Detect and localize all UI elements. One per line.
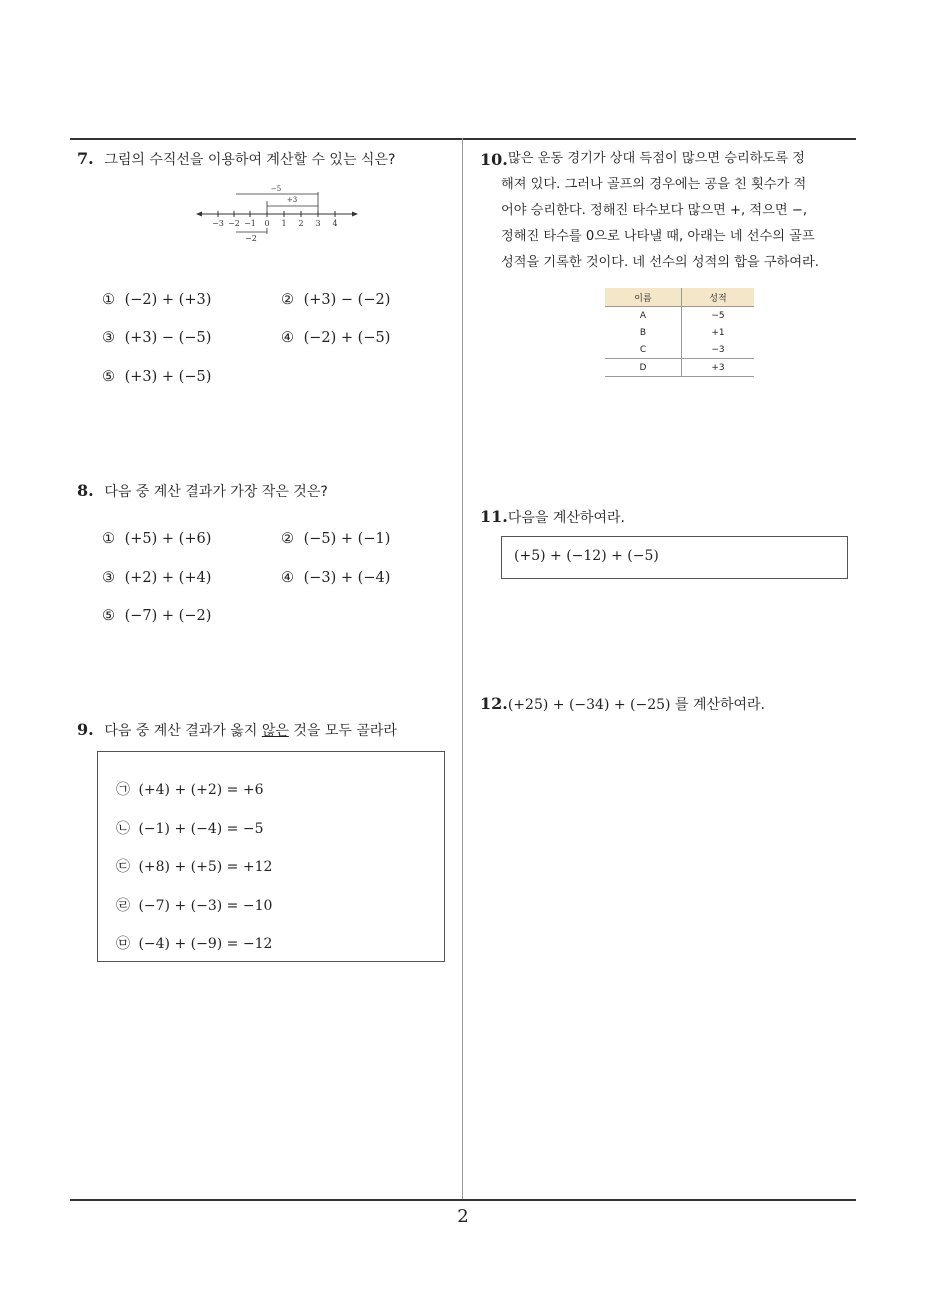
option-expr: (−7) + (−2) (124, 608, 212, 624)
question-8 (77, 478, 328, 505)
q9-statement-5 (116, 933, 272, 953)
number-line-figure (194, 182, 364, 244)
statement-expr: (−4) + (−9) = −12 (138, 936, 273, 952)
statement-mark: ㉣ (116, 898, 130, 914)
q9-statement-2 (116, 818, 263, 838)
q9-statement-1 (116, 779, 263, 799)
question-12-number: 12. (480, 694, 508, 713)
statement-mark: ㉤ (116, 936, 130, 952)
option-expr: (+2) + (+4) (124, 570, 212, 586)
option-mark: ② (281, 531, 294, 547)
question-8-stem: 다음 중 계산 결과가 가장 작은 것은? (104, 484, 328, 500)
q8-option-4[interactable] (281, 570, 390, 586)
statement-mark: ㉠ (116, 782, 130, 798)
table-header: 이름 (605, 288, 682, 307)
question-9-number: 9. (77, 720, 94, 739)
stem-line: 성적을 기록한 것이다. 네 선수의 성적의 합을 구하여라. (501, 255, 819, 270)
option-expr: (−3) + (−4) (303, 570, 391, 586)
table-row (605, 324, 754, 341)
stem-underlined: 않은 (261, 723, 289, 739)
q8-option-1[interactable] (102, 531, 211, 547)
top-arrow-label: −5 (270, 185, 282, 193)
statement-mark: ㉡ (116, 821, 130, 837)
option-mark: ③ (102, 330, 115, 346)
question-9-stem (104, 723, 397, 739)
option-expr: (+3) − (−5) (124, 330, 212, 346)
table-cell: +1 (711, 327, 725, 338)
question-11-stem: 다음을 계산하여라. (507, 510, 625, 526)
q11-expression-box (501, 536, 848, 579)
mid-arrow-label: +3 (286, 196, 298, 204)
q7-option-3[interactable] (102, 330, 211, 346)
stem-part: 다음 중 계산 결과가 옳지 (104, 723, 262, 739)
statement-expr: (−7) + (−3) = −10 (138, 898, 273, 914)
statement-expr: (+4) + (+2) = +6 (138, 782, 264, 798)
tick-label: 2 (298, 219, 304, 228)
table-cell: C (605, 341, 682, 359)
stem-line: 정해진 타수를 0으로 나타낼 때, 아래는 네 선수의 골프 (501, 229, 815, 244)
option-mark: ⑤ (102, 608, 115, 624)
top-rule (70, 138, 856, 140)
q9-statement-4 (116, 895, 272, 915)
question-10-number: 10. (480, 150, 508, 169)
tick-label: 0 (264, 219, 270, 228)
tick-label: 4 (332, 219, 338, 228)
table-cell: A (605, 307, 682, 325)
option-mark: ① (102, 292, 115, 308)
table-cell: −5 (711, 310, 725, 321)
option-mark: ③ (102, 570, 115, 586)
statement-expr: (+8) + (+5) = +12 (138, 859, 273, 875)
option-expr: (+3) + (−5) (124, 369, 212, 385)
option-mark: ② (281, 292, 294, 308)
question-12-tail: 를 계산하여라. (670, 697, 766, 713)
page-number: 2 (457, 1206, 469, 1227)
option-expr: (−2) + (−5) (303, 330, 391, 346)
q7-option-2[interactable] (281, 292, 390, 308)
question-8-number: 8. (77, 481, 94, 500)
table-cell: +3 (682, 359, 755, 377)
q9-statement-3 (116, 856, 272, 876)
q7-option-1[interactable] (102, 292, 211, 308)
column-divider (462, 138, 463, 1200)
option-expr: (−5) + (−1) (303, 531, 391, 547)
statement-mark: ㉢ (116, 859, 130, 875)
bottom-rule (70, 1199, 856, 1201)
q8-option-2[interactable] (281, 531, 390, 547)
table-cell: D (605, 359, 682, 377)
tick-label: 1 (281, 219, 287, 228)
question-12-expression: (+25) + (−34) + (−25) (507, 697, 671, 713)
q8-option-3[interactable] (102, 570, 211, 586)
golf-score-table (605, 288, 754, 377)
question-7-number: 7. (77, 149, 94, 168)
q11-expression: (+5) + (−12) + (−5) (514, 548, 659, 564)
table-row (605, 359, 754, 377)
question-12 (480, 691, 765, 718)
option-mark: ① (102, 531, 115, 547)
tick-label: 3 (315, 219, 321, 228)
tick-label: −2 (228, 219, 240, 228)
question-7-stem: 그림의 수직선을 이용하여 계산할 수 있는 식은? (104, 152, 396, 168)
stem-line: 어야 승리한다. 정해진 타수보다 많으면 +, 적으면 −, (501, 203, 808, 218)
option-mark: ④ (281, 330, 294, 346)
table-row (605, 307, 754, 325)
table-cell: −3 (711, 344, 725, 355)
q7-option-4[interactable] (281, 330, 390, 346)
question-10-stem (501, 146, 861, 276)
question-11 (480, 504, 625, 531)
question-9 (77, 717, 397, 744)
question-7 (77, 146, 395, 173)
option-mark: ④ (281, 570, 294, 586)
option-expr: (+3) − (−2) (303, 292, 391, 308)
option-expr: (−2) + (+3) (124, 292, 212, 308)
table-row (605, 341, 754, 359)
option-expr: (+5) + (+6) (124, 531, 212, 547)
statement-expr: (−1) + (−4) = −5 (138, 821, 264, 837)
question-11-number: 11. (480, 507, 508, 526)
table-cell: B (605, 324, 682, 341)
stem-part: 것을 모두 골라라 (288, 723, 397, 739)
q9-statement-box (97, 751, 445, 962)
table-header-row (605, 288, 754, 307)
tick-label: −1 (244, 219, 256, 228)
stem-line: 많은 운동 경기가 상대 득점이 많으면 승리하도록 정 (508, 151, 805, 166)
option-mark: ⑤ (102, 369, 115, 385)
table-header: 성적 (682, 288, 755, 307)
stem-line: 해져 있다. 그러나 골프의 경우에는 공을 친 횟수가 적 (501, 177, 807, 192)
tick-label: −3 (212, 219, 224, 228)
q7-option-5[interactable] (102, 369, 211, 385)
bottom-arrow-label: −2 (245, 234, 257, 243)
q8-option-5[interactable] (102, 608, 211, 624)
